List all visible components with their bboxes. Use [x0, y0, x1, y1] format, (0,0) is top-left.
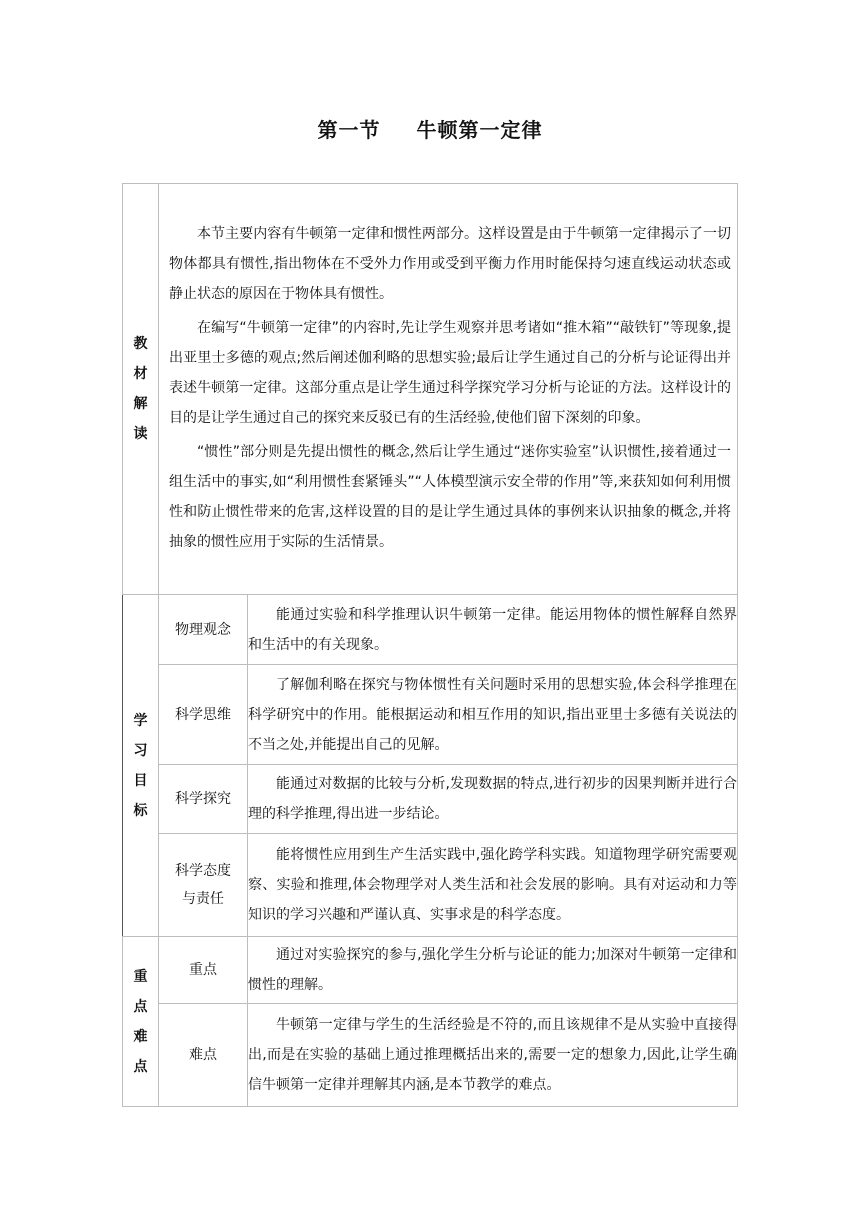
- lesson-overview-table: [122, 183, 738, 1107]
- textbook-content: [159, 184, 738, 595]
- textbook-paragraph: 在编写“牛顿第一定律”的内容时,先让学生观察并思考诸如“推木箱”“敲铁钉”等现象,提出亚里士多德的观点;然后阐述伽利略的思想实验;最后让学生通过自己的分析与论证得出并表述牛顿第一定律。这部分重点是让学生通过科学探究学习分析与论证的方法。这样设计的目的是让学生通过自己的探究来反驳已有的生活经验,使他们留下深刻的印象。: [169, 320, 731, 426]
- goal-text: 能通过实验和科学推理认识牛顿第一定律。能运用物体的惯性解释自然界和生活中的有关现象。: [248, 595, 738, 665]
- goal-name: 科学思维: [159, 665, 248, 765]
- keypoints-label: 重 点 难 点: [123, 937, 159, 1107]
- goal-row-physics: [123, 595, 738, 665]
- goal-text: 能通过对数据的比较与分析,发现数据的特点,进行初步的因果判断并进行合理的科学推理,得出进一步结论。: [248, 765, 738, 834]
- keypoint-name: 难点: [159, 1004, 248, 1107]
- keypoint-name: 重点: [159, 937, 248, 1004]
- goal-row-attitude: [123, 834, 738, 937]
- goal-row-thinking: [123, 665, 738, 765]
- goal-text: 能将惯性应用到生产生活实践中,强化跨学科实践。知道物理学研究需要观察、实验和推理,体会物理学对人类生活和社会发展的影响。具有对运动和力等知识的学习兴趣和严谨认真、实事求是的科学态度。: [248, 834, 738, 937]
- goal-name: 科学探究: [159, 765, 248, 834]
- goal-name: 科学态度 与责任: [159, 834, 248, 937]
- section-number: 第一节: [317, 118, 381, 142]
- goal-name: 物理观念: [159, 595, 248, 665]
- goal-row-inquiry: [123, 765, 738, 834]
- keypoint-text: 通过对实验探究的参与,强化学生分析与论证的能力;加深对牛顿第一定律和惯性的理解。: [248, 937, 738, 1004]
- textbook-label: 教 材 解 读: [123, 184, 159, 595]
- difficult-point-row: [123, 1004, 738, 1107]
- page-title: [0, 114, 860, 143]
- keypoint-text: 牛顿第一定律与学生的生活经验是不符的,而且该规律不是从实验中直接得出,而是在实验的基础上通过推理概括出来的,需要一定的想象力,因此,让学生确信牛顿第一定律并理解其内涵,是本节教学的难点。: [248, 1004, 738, 1107]
- key-point-row: [123, 937, 738, 1004]
- goal-text: 了解伽利略在探究与物体惯性有关问题时采用的思想实验,体会科学推理在科学研究中的作用。能根据运动和相互作用的知识,指出亚里士多德有关说法的不当之处,并能提出自己的见解。: [248, 665, 738, 765]
- section-name: 牛顿第一定律: [416, 118, 543, 142]
- goals-label: 学 习 目 标: [123, 595, 159, 937]
- textbook-paragraph: 本节主要内容有牛顿第一定律和惯性两部分。这样设置是由于牛顿第一定律揭示了一切物体都具有惯性,指出物体在不受外力作用或受到平衡力作用时能保持匀速直线运动状态或静止状态的原因在于物体具有惯性。: [169, 226, 731, 302]
- textbook-paragraph: “惯性”部分则是先提出惯性的概念,然后让学生通过“迷你实验室”认识惯性,接着通过一组生活中的事实,如“利用惯性套紧锤头”“人体模型演示安全带的作用”等,来获知如何利用惯性和防止惯性带来的危害,这样设置的目的是让学生通过具体的事例来认识抽象的概念,并将抽象的惯性应用于实际的生活情景。: [169, 444, 731, 550]
- textbook-row: [123, 184, 738, 595]
